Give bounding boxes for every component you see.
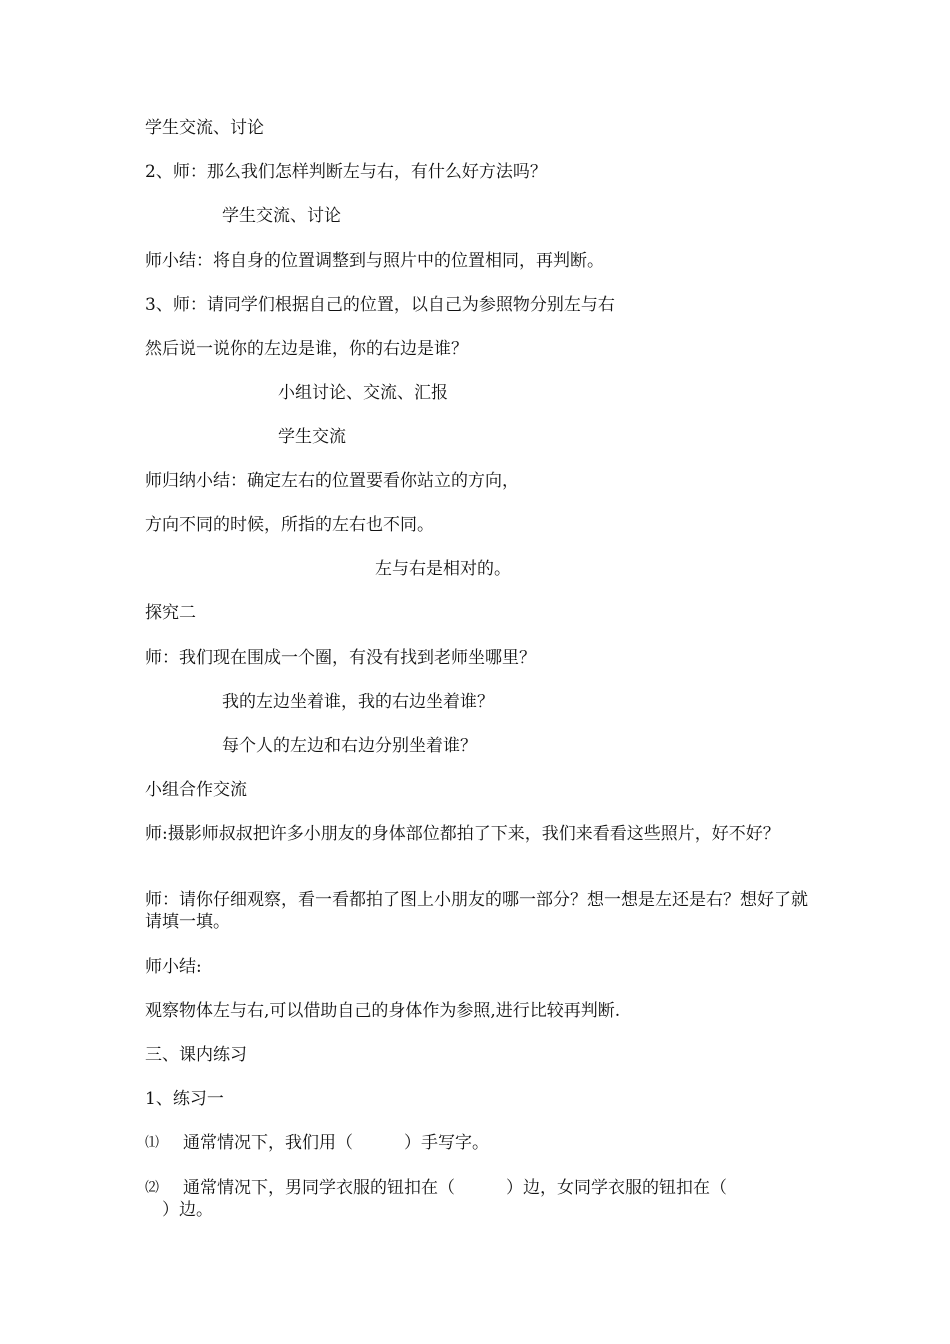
text-line: 观察物体左与右,可以借助自己的身体作为参照,进行比较再判断.: [145, 1001, 621, 1021]
text-line: 小组合作交流: [145, 780, 247, 800]
section-heading: 三、课内练习: [145, 1045, 247, 1065]
text-line: 师小结：将自身的位置调整到与照片中的位置相同，再判断。: [145, 251, 604, 271]
text-line: 师归纳小结：确定左右的位置要看你站立的方向，: [145, 471, 519, 491]
exercise-text: 通常情况下，男同学衣服的钮扣在（ ）边，女同学衣服的钮扣在（: [183, 1178, 727, 1198]
text-line: 左与右是相对的。: [375, 559, 511, 579]
text-line: 2、师：那么我们怎样判断左与右，有什么好方法吗？: [145, 162, 547, 182]
text-paragraph: 师：请你仔细观察，看一看都拍了图上小朋友的哪一部分？想一想是左还是右？想好了就请填一填。: [145, 890, 808, 932]
text-line: 师：我们现在围成一个圈，有没有找到老师坐哪里？: [145, 648, 536, 668]
text-line: 学生交流、讨论: [145, 118, 264, 138]
exercise-text: 通常情况下，我们用（ ）手写字。: [183, 1133, 489, 1153]
exercise-text-continuation: ）边。: [145, 1200, 213, 1220]
section-heading: 探究二: [145, 603, 196, 623]
text-line: 每个人的左边和右边分别坐着谁？: [222, 736, 477, 756]
text-line: 师小结:: [145, 957, 202, 977]
text-line: 学生交流: [278, 427, 346, 447]
text-line: 1、练习一: [145, 1089, 224, 1109]
exercise-number: ⑴: [145, 1135, 159, 1151]
text-line: 然后说一说你的左边是谁，你的右边是谁？: [145, 339, 468, 359]
text-line: 3、师：请同学们根据自己的位置，以自己为参照物分别左与右: [145, 295, 615, 315]
text-line: 学生交流、讨论: [222, 206, 341, 226]
text-line: 小组讨论、交流、汇报: [278, 383, 448, 403]
text-line: 我的左边坐着谁，我的右边坐着谁？: [222, 692, 494, 712]
exercise-number: ⑵: [145, 1180, 159, 1196]
text-paragraph: 师:摄影师叔叔把许多小朋友的身体部位都拍了下来，我们来看看这些照片，好不好？: [145, 824, 780, 844]
text-line: 方向不同的时候，所指的左右也不同。: [145, 515, 434, 535]
